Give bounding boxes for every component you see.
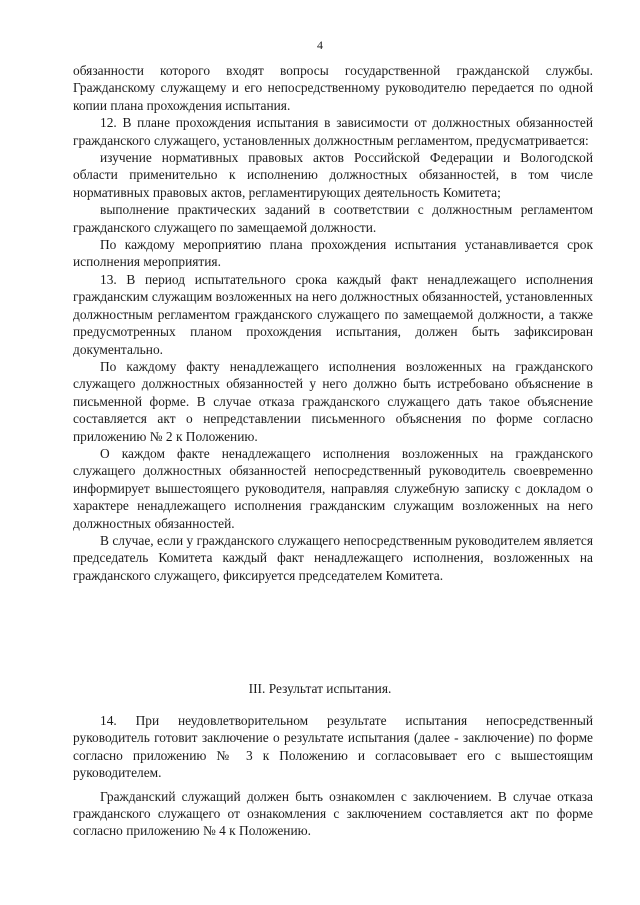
section-title: III. Результат испытания. <box>248 681 392 696</box>
paragraph-explanation: По каждому факту ненадлежащего исполнения возложенных на гражданского служащего должностных обязанностей у него должно быть истребовано объяснение в письменной форме. В случае отказа гражданского служащего дать такое объяснение составляется акт о непредставлении письменного объяснения по форме согласно приложению № 2 к Положению. <box>73 358 593 444</box>
paragraph-12-item-2: выполнение практических заданий в соответствии с должностным регламентом гражданского служащего по замещаемой должности. <box>73 202 593 235</box>
paragraph-13: 13. В период испытательного срока каждый факт ненадлежащего исполнения гражданским служащим возложенных на него должностных обязанностей, установленных должностным регламентом гражданского служащего по замещаемой должности, а также предусмотренных планом прохождения испытания, должен быть зафиксирован документально. <box>73 271 593 357</box>
paragraph-deadline: По каждому мероприятию плана прохождения испытания устанавливается срок исполнения мероприятия. <box>73 237 593 270</box>
paragraph-12-item-1: изучение нормативных правовых актов Российской Федерации и Вологодской области применительно к исполнению должностных обязанностей, в том числе нормативных правовых актов, регламентирующих деятельность Комитета; <box>73 150 593 200</box>
section-body <box>73 712 593 840</box>
paragraph-acquaintance: Гражданский служащий должен быть ознакомлен с заключением. В случае отказа гражданского служащего от ознакомления с заключением составляется акт по форме согласно приложению № 4 к Положению. <box>73 788 593 839</box>
page-number: 4 <box>317 38 323 52</box>
paragraph-14: 14. При неудовлетворительном результате испытания непосредственный руководитель готовит заключение о результате испытания (далее - заключение) по форме согласно приложению № 3 к Положению и согласовывает его с вышестоящим руководителем. <box>73 713 593 781</box>
document-body <box>73 62 593 584</box>
paragraph-12: 12. В плане прохождения испытания в зависимости от должностных обязанностей гражданского служащего, установленных должностным регламентом, предусматривается: <box>73 115 593 148</box>
paragraph-chairman: В случае, если у гражданского служащего непосредственным руководителем является председатель Комитета каждый факт ненадлежащего исполнения, возложенных на гражданского служащего, фиксируется председателем Комитета. <box>73 532 593 583</box>
paragraph-report: О каждом факте ненадлежащего исполнения возложенных на гражданского служащего должностных обязанностей непосредственный руководитель своевременно информирует вышестоящего руководителя, направляя служебную записку с докладом о характере ненадлежащего исполнения гражданским служащим возложенных на него должностных обязанностей. <box>73 445 593 531</box>
paragraph-continuation: обязанности которого входят вопросы государственной гражданской службы. Гражданскому служащему и его непосредственному руководителю передается по одной копии плана прохождения испытания. <box>73 63 593 113</box>
